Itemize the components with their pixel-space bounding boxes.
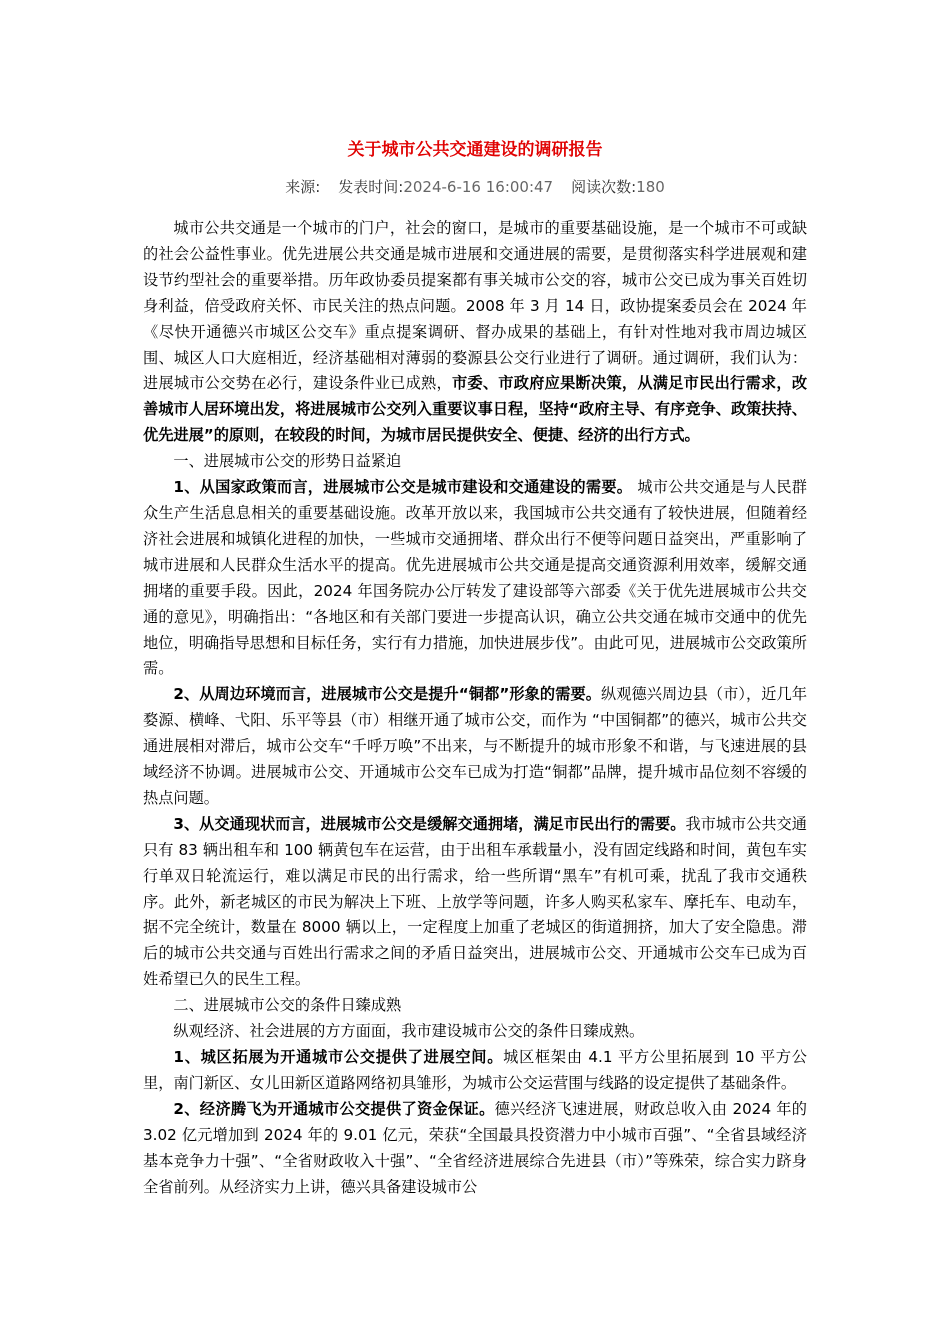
section-heading-1-text: 一、进展城市公交的形势日益紧迫 (173, 452, 402, 471)
point-text: 城区框架由 4.1 平方公里拓展到 10 平方公里，南门新区、女儿田新区道路网络初具雏形，为城市公交运营围与线路的设定提供了基础条件。 (143, 1048, 807, 1092)
section-heading-2 (143, 993, 807, 1019)
point-text: 纵观德兴周边县（市），近几年婺源、横峰、弋阳、乐平等县（市）相继开通了城市公交，而作为 “中国铜都”的德兴，城市公共交通进展相对滞后，城市公交车“千呼万唤”不出来，与不断提升的城市形象不和谐，与飞速进展的县域经济不协调。进展城市公交、开通城市公交车已成为打造“铜都”品牌，提升城市品位刻不容缓的热点问题。 (143, 685, 808, 807)
section-1-point-1 (143, 475, 807, 682)
section-2-point-1 (143, 1045, 807, 1097)
section-1-point-2 (143, 682, 807, 812)
point-heading: 2、从周边环境而言，进展城市公交是提升“铜都”形象的需要。 (173, 685, 601, 704)
section-2-intro (143, 1019, 807, 1045)
intro-text: 城市公共交通是一个城市的门户，社会的窗口，是城市的重要基础设施，是一个城市不可或缺的社会公益性事业。优先进展公共交通是城市进展和交通进展的需要，是贯彻落实科学进展观和建设节约型社会的重要举措。历年政协委员提案都有事关城市公交的容，城市公交已成为事关百姓切身利益，倍受政府关怀、市民关注的热点问题。2008 年 3 月 14 日，政协提案委员会在 2024 年《尽快开通德兴市城区公交车》重点提案调研、督办成果的基础上，有针对性地对我市周边城区围、城区人口大庭相近，经济基础相对薄弱的婺源县公交行业进行了调研。通过调研，我们认为：进展城市公交势在必行，建设条件业已成熟， (143, 219, 807, 393)
section-2-intro-text: 纵观经济、社会进展的方方面面，我市建设城市公交的条件日臻成熟。 (173, 1022, 645, 1041)
section-2-point-2 (143, 1097, 807, 1201)
point-text: 德兴经济飞速进展，财政总收入由 2024 年的 3.02 亿元增加到 2024 年的 9.01 亿元，荣获“全国最具投资潜力中小城市百强”、“全省县域经济基本竞争力十强”、“全省财政收入十强”、“全省经济进展综合先进县（市）”等殊荣，综合实力跻身全省前列。从经济实力上讲，德兴具备建设城市公 (143, 1099, 807, 1196)
read-count-value: 180 (636, 178, 665, 196)
document-body (143, 216, 807, 1200)
point-heading: 2、经济腾飞为开通城市公交提供了资金保证。 (173, 1099, 495, 1118)
read-count-label: 阅读次数: (571, 178, 637, 196)
publish-time-label: 发表时间: (338, 178, 404, 196)
document-title: 关于城市公共交通建设的调研报告 (347, 140, 603, 160)
point-text: 城市公共交通是与人民群众生产生活息息相关的重要基础设施。改革开放以来，我国城市公共交通有了较快进展，但随着经济社会进展和城镇化进程的加快，一些城市交通拥堵、群众出行不便等问题日益突出，严重影响了城市进展和人民群众生活水平的提高。优先进展城市公共交通是提高交通资源利用效率，缓解交通拥堵的重要手段。因此，2024 年国务院办公厅转发了建设部等六部委《关于优先进展城市公共交通的意见》，明确指出：“各地区和有关部门要进一步提高认识，确立公共交通在城市交通中的优先地位，明确指导思想和目标任务，实行有力措施，加快进展步伐”。由此可见，进展城市公交政策所需。 (143, 478, 807, 678)
point-heading: 1、城区拓展为开通城市公交提供了进展空间。 (173, 1048, 504, 1066)
point-text: 我市城市公共交通只有 83 辆出租车和 100 辆黄包车在运营，由于出租车承载量小，没有固定线路和时间，黄包车实行单双日轮流运行，难以满足市民的出行需求，给一些所谓“黑车”有机可乘，扰乱了我市交通秩序。此外，新老城区的市民为解决上下班、上放学等问题，许多人购买私家车、摩托车、电动车，据不完全统计，数量在 8000 辆以上，一定程度上加重了老城区的街道拥挤，加大了安全隐患。滞后的城市公共交通与百姓出行需求之间的矛盾日益突出，进展城市公交、开通城市公交车已成为百姓希望已久的民生工程。 (143, 814, 807, 989)
document-meta (143, 176, 807, 198)
point-heading: 1、从国家政策而言，进展城市公交是城市建设和交通建设的需要。 (173, 478, 633, 497)
section-heading-1 (143, 449, 807, 475)
section-1-point-3 (143, 812, 807, 993)
intro-bold-text: 市委、市政府应果断决策，从满足市民出行需求，改善城市人居环境出发，将进展城市公交列入重要议事日程，坚持“政府主导、有序竞争、政策扶持、优先进展”的原则，在较段的时间，为城市居民提供安全、便捷、经济的出行方式。 (143, 374, 808, 445)
section-heading-2-text: 二、进展城市公交的条件日臻成熟 (173, 996, 402, 1015)
source-label: 来源: (285, 178, 321, 196)
point-heading: 3、从交通现状而言，进展城市公交是缓解交通拥堵，满足市民出行的需要。 (173, 814, 686, 833)
publish-time-value: 2024-6-16 16:00:47 (403, 178, 554, 196)
intro-paragraph (143, 216, 807, 449)
